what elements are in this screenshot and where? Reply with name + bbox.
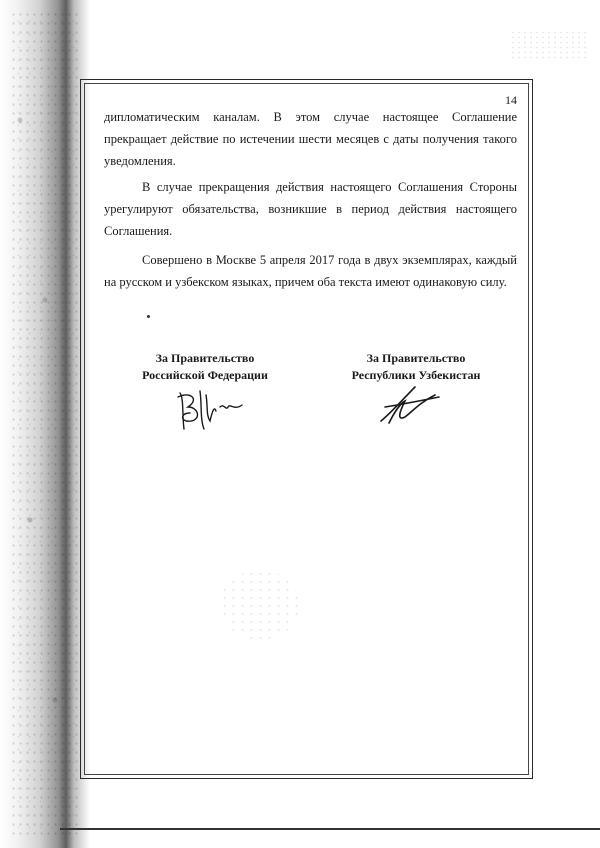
signatory-uzbekistan-line1: За Правительство [366, 351, 466, 365]
signatory-uzbekistan-line2: Республики Узбекистан [351, 368, 481, 382]
faint-stamp-residue [220, 570, 300, 640]
scan-noise-top [510, 30, 590, 60]
stray-mark [147, 315, 150, 318]
page-number: 14 [505, 93, 517, 107]
scan-noise [10, 10, 80, 840]
signatory-russia-line2: Российской Федерации [142, 368, 268, 382]
signature-russia-icon [170, 385, 250, 435]
scan-bottom-edge [60, 828, 600, 830]
signature-uzbekistan-icon [375, 383, 445, 428]
signatory-russia [130, 350, 280, 384]
paragraph-done-in-moscow: Совершено в Москве 5 апреля 2017 года в двух экземплярах, каждый на русском и узбекском языках, причем оба текста имеют одинаковую силу. [104, 253, 517, 289]
signatory-uzbekistan [336, 350, 496, 384]
signatory-russia-line1: За Правительство [155, 351, 255, 365]
paragraph-obligations: В случае прекращения действия настоящего Соглашения Стороны урегулируют обязательства, возникшие в период действия настоящего Соглашения. [104, 180, 517, 238]
paragraph-termination-notice: дипломатическим каналам. В этом случае настоящее Соглашение прекращает действие по истечении шести месяцев с даты получения такого уведомления. [104, 110, 517, 168]
